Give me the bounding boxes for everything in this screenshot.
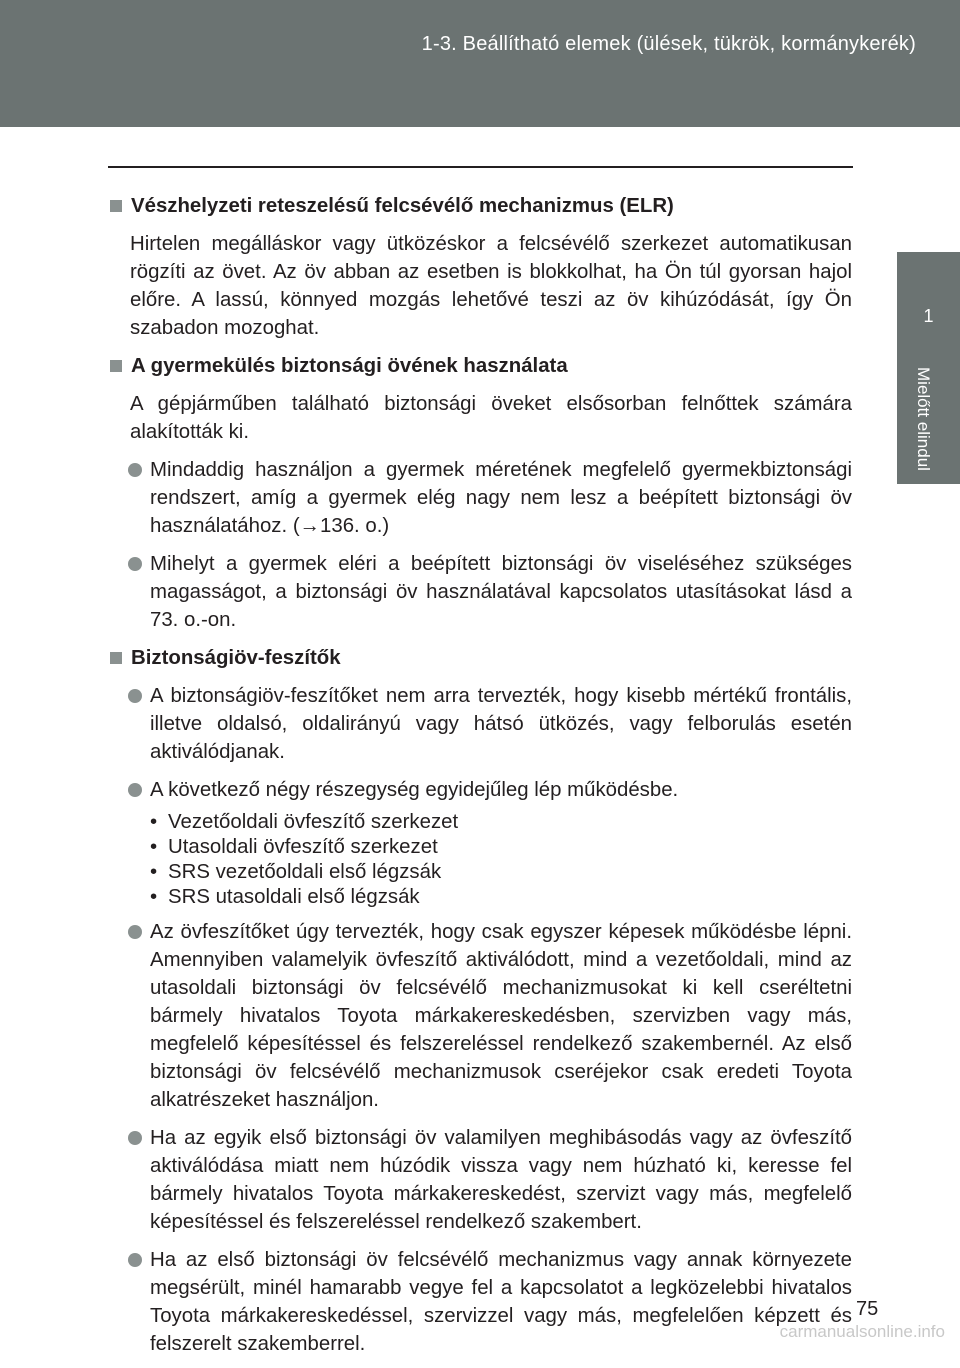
sub-list-item [150, 810, 852, 835]
sub-list [110, 810, 852, 910]
bullet-text: Az övfeszítőket úgy tervezték, hogy csak egyszer képesek működésbe lépni. Amennyiben valamelyik övfeszítő aktiválódott, mind a vezetőoldali, mind az utasoldali biztonsági öv felcsévélő mechanizmusokat ki kell cseréltetni bármely hivatalos Toyota márkakereskedésben, szervizben vagy más, megfelelő képesítéssel és felszereléssel rendelkező szakembernél. Az első biztonsági öv felcsévélő mechanizmusok cseréjekor csak eredeti Toyota alkatrészeket használjon. [150, 921, 852, 1111]
square-bullet-icon [110, 360, 122, 372]
sub-list-text: Vezetőoldali övfeszítő szerkezet [168, 811, 459, 833]
section-paragraph: Hirtelen megálláskor vagy ütközéskor a felcsévélő szerkezet automatikusan rögzíti az övet. Az öv abban az esetben is blokkolhat, ha Ön túl gyorsan hajol előre. A lassú, könnyed mozgás lehetővé teszi az öv kihúzódását, így Ön szabadon mozoghat. [130, 233, 852, 339]
chapter-label: Mielőtt elindul [914, 367, 933, 471]
dot-icon: • [150, 836, 158, 858]
bullet-item [128, 682, 852, 766]
bullet-text: Mindaddig használjon a gyermek méretének megfelelő gyermekbiztonsági rendszert, amíg a gyermek elég nagy nem lesz a beépített biztonsági öv használatához. (→136. o.) [150, 459, 852, 537]
bullet-text: Ha az első biztonsági öv felcsévélő mechanizmus vagy annak környezete megsérült, minél hamarabb vegye fel a kapcsolatot a legközelebbi hivatalos Toyota márkakereskedéssel, szervizzel vagy más, megfelelően képzett és felszerelt szakemberrel. [150, 1249, 852, 1355]
sub-list-text: Utasoldali övfeszítő szerkezet [168, 836, 438, 858]
page-number: 75 [856, 1298, 879, 1320]
bullet-item [128, 1124, 852, 1236]
square-bullet-icon [110, 200, 122, 212]
chapter-number: 1 [923, 306, 934, 326]
bullet-item [128, 918, 852, 1114]
circle-bullet-icon [128, 557, 142, 571]
section-title [110, 192, 852, 220]
section-title-text: A gyermekülés biztonsági övének használata [131, 355, 568, 377]
bullet-item [128, 776, 852, 804]
bullet-text: A biztonságiöv-feszítőket nem arra tervezték, hogy kisebb mértékű frontális, illetve oldalsó, oldalirányú vagy hátsó ütközés, vagy felborulás esetén aktiválódjanak. [150, 685, 852, 763]
bullet-item [128, 550, 852, 634]
dot-icon: • [150, 861, 158, 883]
sub-list-text: SRS vezetőoldali első légzsák [168, 861, 442, 883]
dot-icon: • [150, 886, 158, 908]
circle-bullet-icon [128, 463, 142, 477]
sub-list-item [150, 860, 852, 885]
bullet-item [128, 456, 852, 540]
circle-bullet-icon [128, 1131, 142, 1145]
circle-bullet-icon [128, 925, 142, 939]
section-title-text: Vészhelyzeti reteszelésű felcsévélő mechanizmus (ELR) [131, 195, 674, 217]
square-bullet-icon [110, 652, 122, 664]
circle-bullet-icon [128, 689, 142, 703]
sub-list-item [150, 835, 852, 860]
section-title-text: Biztonságiöv-feszítők [131, 647, 341, 669]
circle-bullet-icon [128, 1253, 142, 1267]
header-divider [108, 166, 853, 168]
section-title [110, 352, 852, 380]
header-band [0, 0, 960, 127]
section-paragraph: A gépjárműben található biztonsági öveket elsősorban felnőttek számára alakították ki. [130, 393, 852, 443]
bullet-text: Mihelyt a gyermek eléri a beépített biztonsági öv viseléséhez szükséges magasságot, a biztonsági öv használatával kapcsolatos utasításokat lásd a 73. o.-on. [150, 553, 852, 631]
section-title [110, 644, 852, 672]
bullet-text: Ha az egyik első biztonsági öv valamilyen meghibásodás vagy az övfeszítő aktiválódása miatt nem húzódik vissza vagy nem húzható ki, keresse fel bármely hivatalos Toyota márkakereskedést, szervizt vagy más, megfelelő képesítéssel és felszereléssel rendelkező szakembert. [150, 1127, 852, 1233]
bullet-text: A következő négy részegység egyidejűleg lép működésbe. [150, 779, 679, 801]
sub-list-item [150, 885, 852, 910]
chapter-side-tab [897, 127, 960, 1352]
circle-bullet-icon [128, 783, 142, 797]
page-content [110, 192, 852, 1368]
header-title: 1-3. Beállítható elemek (ülések, tükrök, kormánykerék) [421, 33, 916, 55]
dot-icon: • [150, 811, 158, 833]
watermark: carmanualsonline.info [779, 1322, 945, 1341]
sub-list-text: SRS utasoldali első légzsák [168, 886, 420, 908]
bullet-item [128, 1246, 852, 1358]
